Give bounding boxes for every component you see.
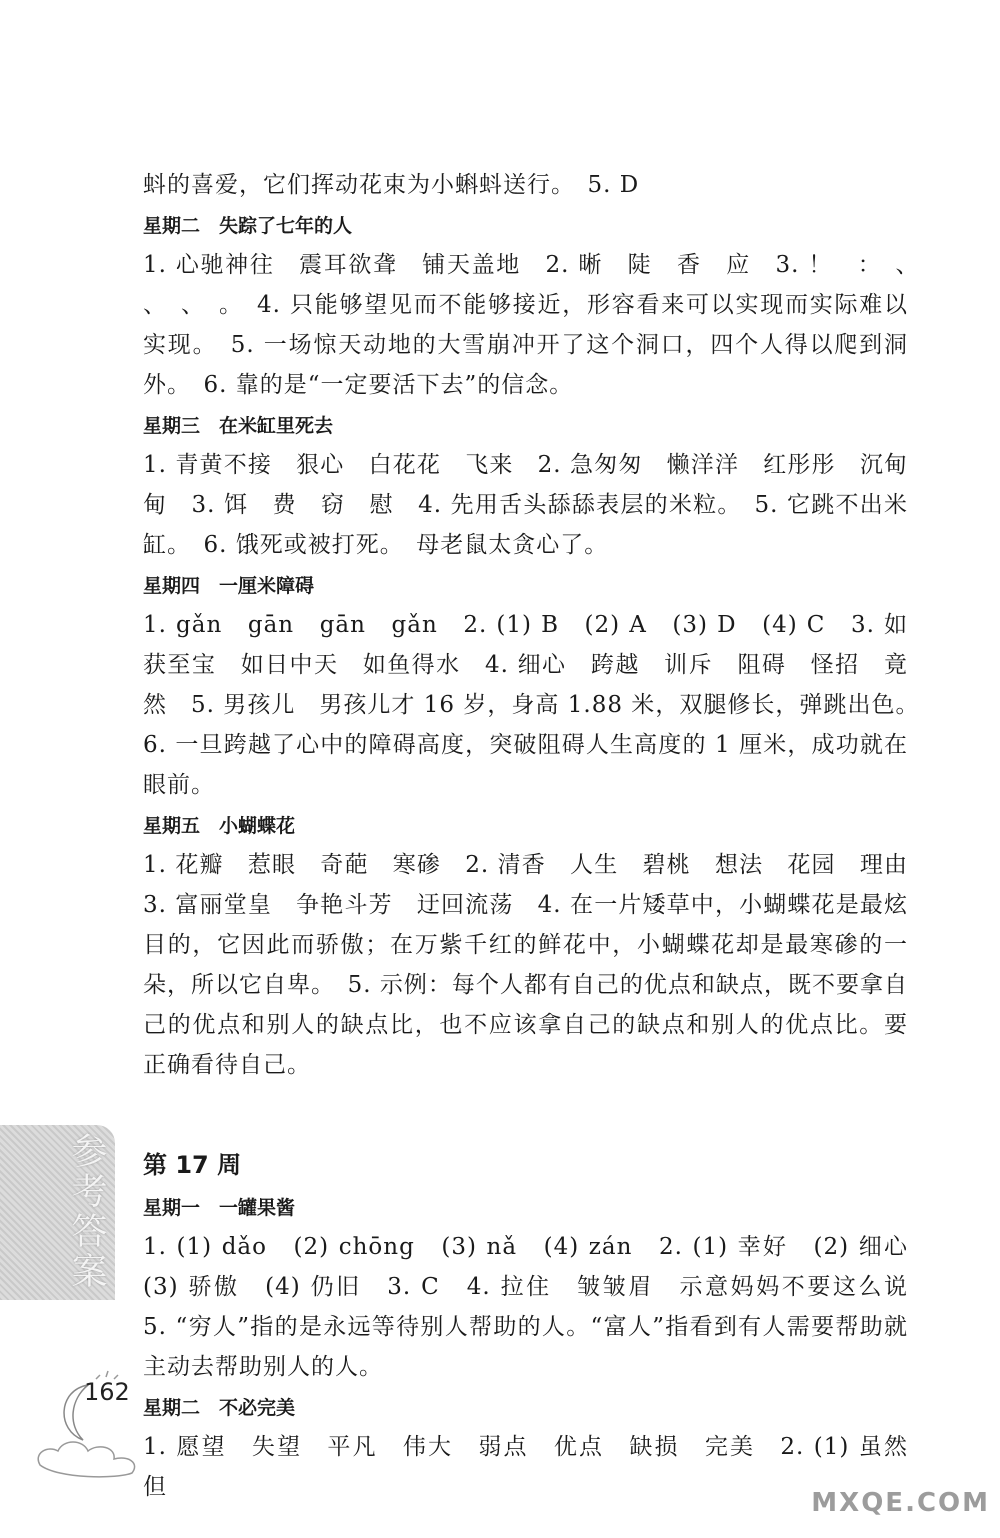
watermark-logo: MXQE.COM <box>811 1488 990 1518</box>
section-heading-tue-2: 星期二 不必完美 <box>143 1397 296 1419</box>
section-heading-wed: 星期三 在米缸里死去 <box>143 415 334 437</box>
answer-content <box>143 165 932 1507</box>
answers-wed: 1. 青黄不接 狠心 白花花 飞来 2. 急匆匆 懒洋洋 红彤彤 沉甸甸 3. 饵 费 窃 慰 4. 先用舌头舔舔表层的米粒。 5. 它跳不出米缸。 6. 饿死或被打死。 母老鼠太贪心了。 <box>143 452 908 558</box>
paragraph-continued: 蚪的喜爱，它们挥动花束为小蝌蚪送行。 5. D <box>143 172 640 198</box>
answers-tue: 1. 心驰神往 震耳欲聋 铺天盖地 2. 晰 陡 香 应 3. ！ ： 、 、 、 。 4. 只能够望见而不能够接近，形容看来可以实现而实际难以实现。 5. 一场惊天动地的大雪崩冲开了这个洞口，四个人得以爬到洞外。 6. 靠的是“一定要活下去”的信念。 <box>143 252 932 398</box>
answers-fri: 1. 花瓣 惹眼 奇葩 寒碜 2. 清香 人生 碧桃 想法 花园 理由 3. 富丽堂皇 争艳斗芳 迂回流荡 4. 在一片矮草中，小蝴蝶花是最炫目的，它因此而骄傲；在万紫千红的鲜花中，小蝴蝶花却是最寒碜的一朵，所以它自卑。 5. 示例：每个人都有自己的优点和缺点，既不要拿自己的优点和别人的缺点比，也不应该拿自己的缺点和别人的优点比。要正确看待自己。 <box>143 852 932 1078</box>
section-heading-mon: 星期一 一罐果酱 <box>143 1197 296 1219</box>
side-tab-label: 参考答案 <box>66 1132 107 1292</box>
page-number: 162 <box>84 1378 130 1406</box>
week-heading: 第 17 周 <box>143 1151 242 1179</box>
moon-cloud-icon <box>28 1355 168 1485</box>
answers-tue-2: 1. 愿望 失望 平凡 伟大 弱点 优点 缺损 完美 2. (1) 虽然 但 <box>143 1434 932 1500</box>
answers-thu: 1. gǎn gān gān gǎn 2. (1) B (2) A (3) D (4) C 3. 如获至宝 如日中天 如鱼得水 4. 细心 跨越 训斥 阻碍 怪招 竟然 5. 男孩儿 男孩儿才 16 岁，身高 1.88 米，双腿修长，弹跳出色。 6. 一旦跨越了心中的障碍高度，突破阻碍人生高度的 1 厘米，成功就在眼前。 <box>143 612 932 798</box>
section-heading-tue: 星期二 失踪了七年的人 <box>143 215 353 237</box>
answers-mon: 1. (1) dǎo (2) chōng (3) nǎ (4) zán 2. (1) 幸好 (2) 细心 (3) 骄傲 (4) 仍旧 3. C 4. 拉住 皱皱眉 示意妈妈不要这么说 5. “穷人”指的是永远等待别人帮助的人。“富人”指看到有人需要帮助就主动去帮助别人的人。 <box>143 1234 932 1380</box>
section-heading-thu: 星期四 一厘米障碍 <box>143 575 315 597</box>
section-heading-fri: 星期五 小蝴蝶花 <box>143 815 296 837</box>
